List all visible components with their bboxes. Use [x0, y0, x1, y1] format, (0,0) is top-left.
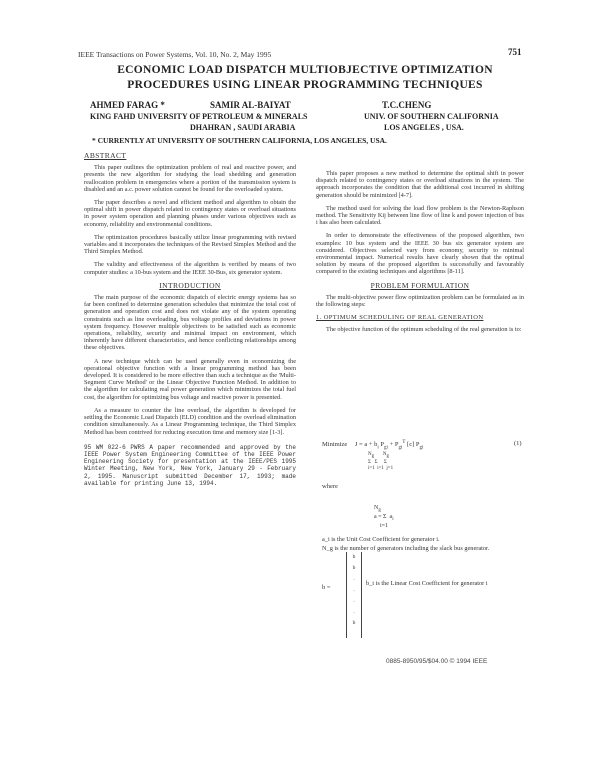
author-3: T.C.CHENG [382, 100, 432, 110]
affiliation-2: UNIV. OF SOUTHERN CALIFORNIA [364, 112, 499, 121]
abstract-paragraph: The optimization procedures basically utilize linear programming with revised variables and it incorporates the techniques of the Revised Simplex Method and the Third Simplex Method. [84, 233, 296, 256]
affiliation-1: KING FAHD UNIVERSITY OF PETROLEUM & MINERALS [90, 112, 308, 121]
where-label: where [322, 483, 338, 490]
def-linear-cost: b_i is the Linear Cost Coefficient for generator i [366, 580, 488, 587]
equation-label: Minimize [322, 441, 348, 449]
a-definition-formula: $N_g$ a = Σ $a_i$ i=1 [374, 505, 394, 530]
abstract-paragraph: The validity and effectiveness of the algorithm is verified by means of two computer studies: a 10-bus system and the IEEE 30-Bus, six generator system. [84, 261, 296, 276]
page-number: 751 [508, 47, 522, 57]
intro-paragraph: As a measure to counter the line overload, the algorithm is developed for settling the Economic Load Dispatch (ELD) condition and the overload elimination condition simultaneously. As a Linear Programming technique, the Third Simplex Method has been contrived for reducing execution time and memory size [1-3]. [84, 406, 296, 436]
right-column [316, 170, 524, 340]
b-definition [366, 580, 526, 593]
location-1: DHAHRAN , SAUDI ARABIA [190, 123, 296, 132]
left-column [84, 152, 296, 493]
problem-formulation-heading: PROBLEM FORMULATION [370, 280, 470, 290]
body-paragraph: The method used for solving the load flow problem is the Newton-Raphson method. The Sensitivity Kij between line flow of line k and power injection of bus i has also been calculated. [316, 204, 524, 227]
summation-limits: Ng Ng Σ Σ Σ i=1 i=1 j=1 [368, 452, 394, 471]
paper-title-line-1: ECONOMIC LOAD DISPATCH MULTIOBJECTIVE OPTIMIZATION [117, 64, 493, 76]
equation-1: Minimize $J = a + b_i$ $P_{gi} + P_{gi}^T$ [c] $P_{gi}$ [322, 440, 424, 451]
abstract-paragraph: This paper outlines the optimization problem of real and reactive power, and presents the new algorithm for studying the load shedding and generation reallocation problem in emergencies where a portion of the transmission system is disabled and an a.c. power solution cannot be found for the overloaded system. [84, 164, 296, 193]
location-2: LOS ANGELES , USA. [384, 123, 464, 132]
body-paragraph: The objective function of the optimum scheduling of the real generation is to: [326, 326, 522, 334]
copyright-code: 0885-8950/95/$04.00 © 1994 IEEE [386, 658, 488, 665]
intro-paragraph: The main purpose of the economic dispatch of electric energy systems has so far been confined to determine generation schedules that minimize the total cost of generation and operation cost and does not violate any of the system operating constraints such as line overloading, bus voltage profiles and deviations in power system frequency. However multiple objectives to be satisfied such as economic operations, reliability, security and minimal impact on environment, which inherently have different characteristics, and hence conflicting relationships among these objectives. [84, 294, 296, 352]
abstract-heading: ABSTRACT [84, 151, 127, 160]
equation-number: (1) [514, 440, 522, 447]
paper-title-line-2: PROCEDURES USING LINEAR PROGRAMMING TECHNIQUES [127, 79, 483, 91]
abstract-paragraph: The paper describes a novel and efficient method and algorithm to obtain the optimal shift in power dispatch related to contingency states or overload situations in power system operation and planning phases under various objectives such as economy, reliability and environmental conditions. [84, 199, 296, 228]
author-1: AHMED FARAG * [90, 100, 165, 110]
author-footnote: * CURRENTLY AT UNIVERSITY OF SOUTHERN CALIFORNIA, LOS ANGELES, USA. [92, 136, 387, 145]
body-paragraph: The multi-objective power flow optimization problem can be formulated as in the following steps: [316, 293, 524, 309]
author-2: SAMIR AL-BAIYAT [210, 100, 291, 110]
b-vector-bracket: b b . . . . b [346, 552, 362, 638]
body-paragraph: In order to demonstrate the effectiveness of the proposed algorithm, two examples: 10 bus system and the IEEE 30 bus six generator system are considered. Objectives selected vary from economy, security to minimal environmental impact. Numerical results have clearly shown that the optimal solution by means of the proposed algorithm is successfully and favourably compared to the existing techniques and algorithms [8-11]. [316, 232, 524, 276]
running-header: IEEE Transactions on Power Systems, Vol. 10, No. 2, May 1995 [78, 50, 272, 59]
body-paragraph: This paper proposes a new method to determine the optimal shift in power dispatch related to contingency states or overload situations in the system. The approach incorporates the condition that the additional cost incurred in shifting generation should be minimized [4-7]. [316, 170, 524, 199]
intro-paragraph: A new technique which can be used generally even in economizing the operational objective function with a linear programming method has been developed. It is considered to be more effective than such a technique as the 'Multi-Segment Curve Method' or the Linear Objective Function Method. In addition to the algorithm for calculating real power generation which minimizes the total fuel cost, the algorithm for optimizing bus voltage and reactive power is presented. [84, 357, 296, 401]
b-vector-label: b = [322, 584, 331, 591]
def-unit-cost: a_i is the Unit Cost Coefficient for generator i. [322, 536, 440, 543]
submission-footnote: 95 WM 022-6 PWRS A paper recommended and approved by the IEEE Power System Engineering Committee of the IEEE Power Engineering Society for presentation at the IEEE/PES 1995 Winter Meeting, New York, New York, January 29 - February 2, 1995. Manuscript submitted December 17, 1993; made available for printing June 13, 1994. [84, 443, 296, 487]
introduction-heading: INTRODUCTION [159, 280, 221, 290]
section-subheading: 1. OPTIMUM SCHEDULING OF REAL GENERATION [316, 314, 484, 322]
def-num-generators: N_g is the number of generators including the slack bus generator. [322, 545, 490, 553]
